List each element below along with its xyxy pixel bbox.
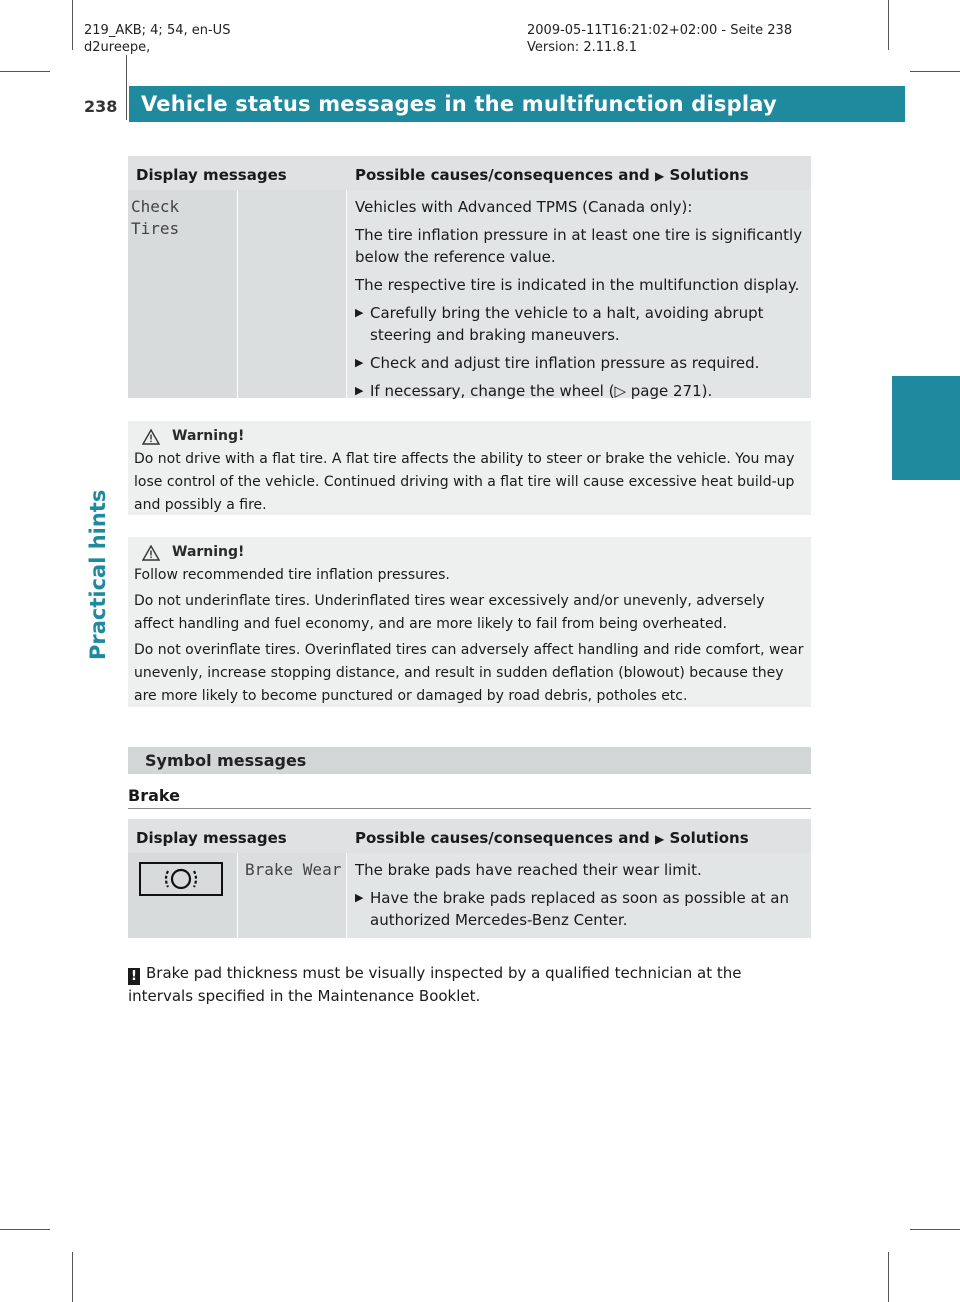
causes-cell — [347, 853, 811, 938]
table-row — [128, 853, 811, 938]
note — [128, 962, 811, 1008]
subheading: Brake — [128, 786, 180, 805]
col-header-causes — [355, 164, 749, 187]
print-meta-left — [84, 22, 230, 56]
solution-text: Carefully bring the vehicle to a halt, avoiding abrupt steering and braking maneuvers. — [370, 304, 764, 344]
message-line: Check — [131, 197, 180, 216]
warning-triangle-icon — [142, 429, 160, 445]
col-header-solutions-text: Solutions — [669, 829, 749, 847]
header-divider — [126, 55, 127, 120]
warning-box — [128, 421, 811, 515]
symbol-cell — [238, 190, 346, 398]
solution-step — [355, 352, 803, 374]
step-arrow-icon: ▶ — [355, 356, 364, 369]
causes-cell — [347, 190, 811, 398]
crop-mark — [72, 1252, 73, 1302]
subheading-rule — [128, 808, 811, 809]
crop-mark — [0, 1229, 50, 1230]
col-header-causes — [355, 827, 749, 850]
symbol-cell — [128, 853, 237, 938]
warning-box — [128, 537, 811, 707]
message-cell — [238, 853, 346, 938]
print-meta-left-line1: 219_AKB; 4; 54, en-US — [84, 23, 231, 38]
warning-text: Do not drive with a flat tire. A flat tire affects the ability to steer or brake the vehicle. You may lose control of the vehicle. Continued driving with a flat tire will cause excessive heat build-up and possibly a fire. — [134, 451, 795, 513]
message-cell — [128, 190, 237, 398]
warning-text: Do not overinflate tires. Overinflated tires can adversely affect handling and ride comfort, wear unevenly, increase stopping distance, and result in sudden deflation (blowout) because they are more likely to become punctured or damaged by road debris, potholes etc. — [134, 642, 804, 704]
solution-step — [355, 887, 803, 931]
side-tab-block — [892, 376, 960, 480]
crop-mark — [72, 0, 73, 50]
page-title: Vehicle status messages in the multifunction display — [141, 92, 777, 116]
solution-text: If necessary, change the wheel (▷ page 271). — [370, 382, 713, 400]
warning-text: Follow recommended tire inflation pressures. — [134, 567, 450, 583]
col-header-causes-text: Possible causes/consequences and — [355, 166, 650, 184]
solution-text: Check and adjust tire inflation pressure as required. — [370, 354, 760, 372]
print-meta-right-line2: Version: 2.11.8.1 — [527, 40, 638, 55]
step-arrow-icon: ▶ — [355, 306, 364, 319]
display-messages-table — [128, 156, 811, 398]
note-marker-icon: ! — [128, 968, 140, 985]
print-meta-right — [527, 22, 792, 56]
section-heading-bar — [128, 747, 811, 774]
arrow-icon: ▶ — [655, 832, 665, 846]
step-arrow-icon: ▶ — [355, 384, 364, 397]
page-number: 238 — [84, 97, 118, 116]
table-header — [128, 819, 811, 853]
arrow-icon: ▶ — [655, 169, 665, 183]
warning-text: Do not underinflate tires. Underinflated tires wear excessively and/or unevenly, adversely affect handling and fuel economy, and are more likely to fail from being overheated. — [134, 593, 765, 632]
header-bar — [129, 86, 905, 122]
crop-mark — [888, 0, 889, 50]
col-header-causes-text: Possible causes/consequences and — [355, 829, 650, 847]
note-text: Brake pad thickness must be visually inspected by a qualified technician at the intervals specified in the Maintenance Booklet. — [128, 964, 742, 1005]
cause-text: The brake pads have reached their wear limit. — [355, 861, 702, 879]
crop-mark — [910, 71, 960, 72]
print-meta-right-line1: 2009-05-11T16:21:02+02:00 - Seite 238 — [527, 23, 793, 38]
side-section-title: Practical hints — [86, 489, 110, 660]
crop-mark — [888, 1252, 889, 1302]
cause-text: Vehicles with Advanced TPMS (Canada only): — [355, 198, 693, 216]
message-line: Brake Wear — [245, 860, 342, 879]
warning-title — [142, 425, 805, 448]
col-header-solutions-text: Solutions — [669, 166, 749, 184]
crop-mark — [910, 1229, 960, 1230]
brake-wear-icon — [138, 861, 224, 897]
message-line: Tires — [131, 219, 180, 238]
warning-title-text: Warning! — [172, 428, 245, 444]
cause-text: The tire inflation pressure in at least one tire is significantly below the reference value. — [355, 226, 803, 266]
print-meta-left-line2: d2ureepe, — [84, 40, 151, 55]
crop-mark — [0, 71, 50, 72]
col-header-display-messages: Display messages — [136, 166, 287, 184]
solution-step — [355, 302, 803, 346]
symbol-messages-table — [128, 819, 811, 938]
table-row — [128, 190, 811, 398]
section-title: Symbol messages — [145, 751, 307, 770]
warning-title-text: Warning! — [172, 544, 245, 560]
solution-step — [355, 380, 803, 402]
solution-text: Have the brake pads replaced as soon as possible at an authorized Mercedes-Benz Center. — [370, 889, 790, 929]
col-header-display-messages: Display messages — [136, 829, 287, 847]
warning-triangle-icon — [142, 545, 160, 561]
step-arrow-icon: ▶ — [355, 891, 364, 904]
table-header — [128, 156, 811, 190]
warning-title — [142, 541, 805, 564]
cause-text: The respective tire is indicated in the multifunction display. — [355, 276, 800, 294]
